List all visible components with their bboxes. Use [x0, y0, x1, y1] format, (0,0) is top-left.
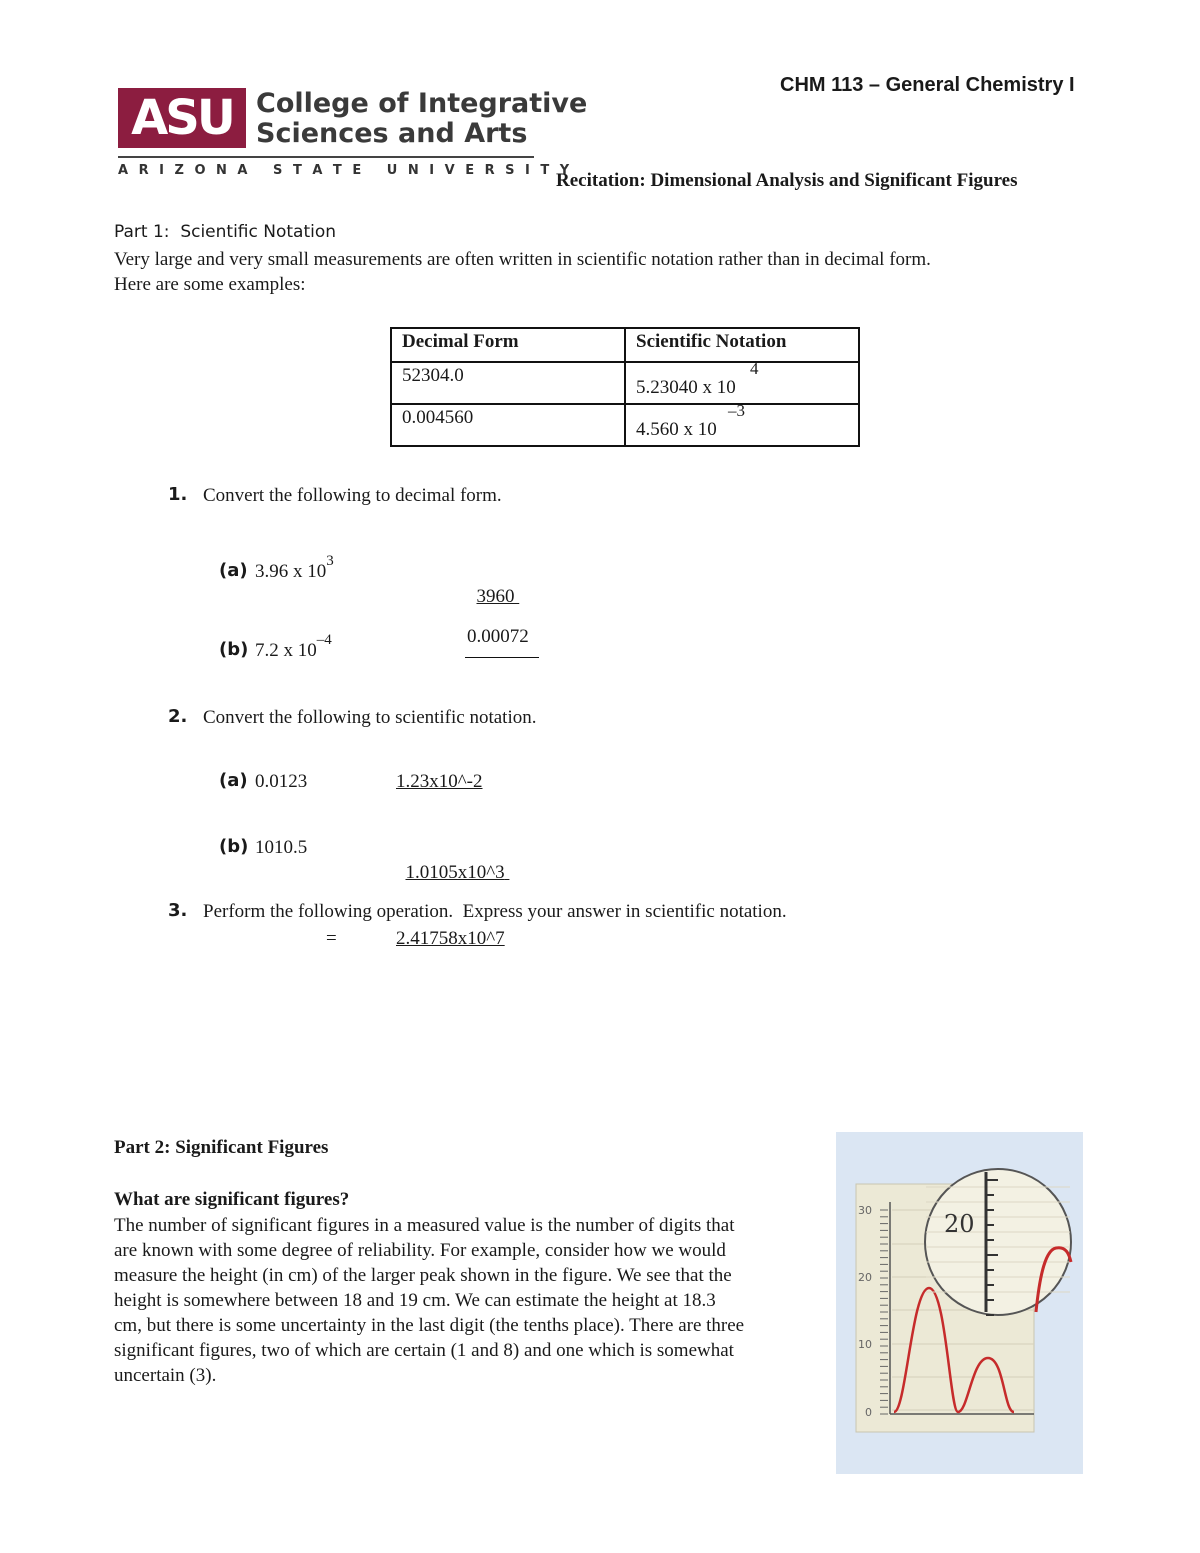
- question-3-text: Perform the following operation. Express your answer in scientific notation.: [203, 901, 787, 922]
- q1b-answer-line: [465, 657, 539, 658]
- part2-heading: Part 2: Significant Figures: [114, 1137, 329, 1158]
- q3-answer: 2.41758x10^7: [396, 928, 505, 949]
- scientific-notation-table: [390, 327, 860, 447]
- asu-logo-mark: ASU: [118, 88, 246, 148]
- question-1-number: 1.: [168, 484, 188, 505]
- asu-logo: [118, 88, 588, 183]
- q2a-label: (a): [219, 770, 248, 791]
- question-3-number: 3.: [168, 900, 188, 921]
- q1a-label: (a): [219, 560, 248, 581]
- q2b-value: 1010.5: [255, 837, 308, 858]
- q2a-value: 0.0123: [255, 771, 308, 792]
- question-1-text: Convert the following to decimal form.: [203, 485, 502, 506]
- q1a-answer: [467, 559, 519, 609]
- recitation-title: Recitation: Dimensional Analysis and Significant Figures: [556, 170, 1018, 191]
- course-title: CHM 113 – General Chemistry I: [780, 74, 1075, 96]
- part1-heading: Part 1: Scientific Notation: [114, 222, 337, 242]
- part1-intro-line2: Here are some examples:: [114, 274, 306, 295]
- university-name: A R I Z O N A S T A T E U N I V E R S I T Y: [118, 163, 573, 178]
- question-2-number: 2.: [168, 706, 188, 727]
- significant-figures-figure: [836, 1132, 1083, 1474]
- q1b-label: (b): [219, 639, 249, 660]
- q1b-exponent: –4: [316, 632, 332, 648]
- logo-divider: [118, 156, 534, 158]
- magnifier-label: 20: [944, 1210, 975, 1238]
- scientific-exponent: –3: [728, 401, 745, 420]
- q2b-label: (b): [219, 836, 249, 857]
- paragraph-line: cm, but there is some uncertainty in the last digit (the tenths place). There are three: [114, 1315, 745, 1336]
- question-2-text: Convert the following to scientific notation.: [203, 707, 537, 728]
- magnifier: [925, 1169, 1071, 1315]
- paragraph-line: measure the height (in cm) of the larger peak shown in the figure. We see that the: [114, 1265, 732, 1286]
- table-cell-decimal: 0.004560: [391, 404, 625, 446]
- q1a-answer-text: 3960: [476, 586, 515, 607]
- part2-paragraph: [114, 1213, 836, 1388]
- q1a-exponent: 3: [326, 553, 334, 569]
- part2-question: What are significant figures?: [114, 1189, 350, 1210]
- q1b-expression: [255, 632, 332, 665]
- part1-intro-line1: Very large and very small measurements are often written in scientific notation rather than in decimal form.: [114, 249, 931, 270]
- table-header-row: [391, 328, 859, 362]
- scientific-mantissa: 5.23040 x 10: [636, 377, 736, 398]
- tick-label: 30: [858, 1204, 872, 1217]
- tick-label: 20: [858, 1271, 872, 1284]
- table-cell-decimal: 52304.0: [391, 362, 625, 404]
- college-name-line1: College of Integrative: [256, 88, 588, 119]
- paragraph-line: uncertain (3).: [114, 1365, 217, 1386]
- paragraph-line: significant figures, two of which are certain (1 and 8) and one which is somewhat: [114, 1340, 734, 1361]
- paragraph-line: The number of significant figures in a measured value is the number of digits that: [114, 1215, 735, 1236]
- scientific-mantissa: 4.560 x 10: [636, 419, 717, 440]
- college-name-line2: Sciences and Arts: [256, 118, 528, 149]
- table-header-decimal: Decimal Form: [391, 328, 625, 362]
- q3-equals: =: [326, 928, 337, 949]
- q1b-answer: 0.00072: [467, 626, 529, 647]
- table-cell-scientific: [625, 401, 859, 446]
- tick-label: 0: [865, 1406, 872, 1419]
- table-row: [391, 362, 859, 404]
- table-row: [391, 404, 859, 446]
- table-cell-scientific: [625, 359, 859, 404]
- q2b-answer: [396, 835, 509, 885]
- table-header-scientific: Scientific Notation: [625, 328, 859, 362]
- q2b-answer-text: 1.0105x10^3: [405, 862, 505, 883]
- q2a-answer: 1.23x10^-2: [396, 771, 483, 792]
- paragraph-line: are known with some degree of reliability. For example, consider how we would: [114, 1240, 726, 1261]
- tick-label: 10: [858, 1338, 872, 1351]
- paragraph-line: height is somewhere between 18 and 19 cm. We can estimate the height at 18.3: [114, 1290, 716, 1311]
- q1b-mantissa: 7.2 x 10: [255, 640, 317, 661]
- q1a-mantissa: 3.96 x 10: [255, 561, 327, 582]
- q1a-expression: [255, 553, 334, 586]
- ruler-peaks-illustration: [836, 1132, 1083, 1474]
- scientific-exponent: 4: [750, 359, 759, 378]
